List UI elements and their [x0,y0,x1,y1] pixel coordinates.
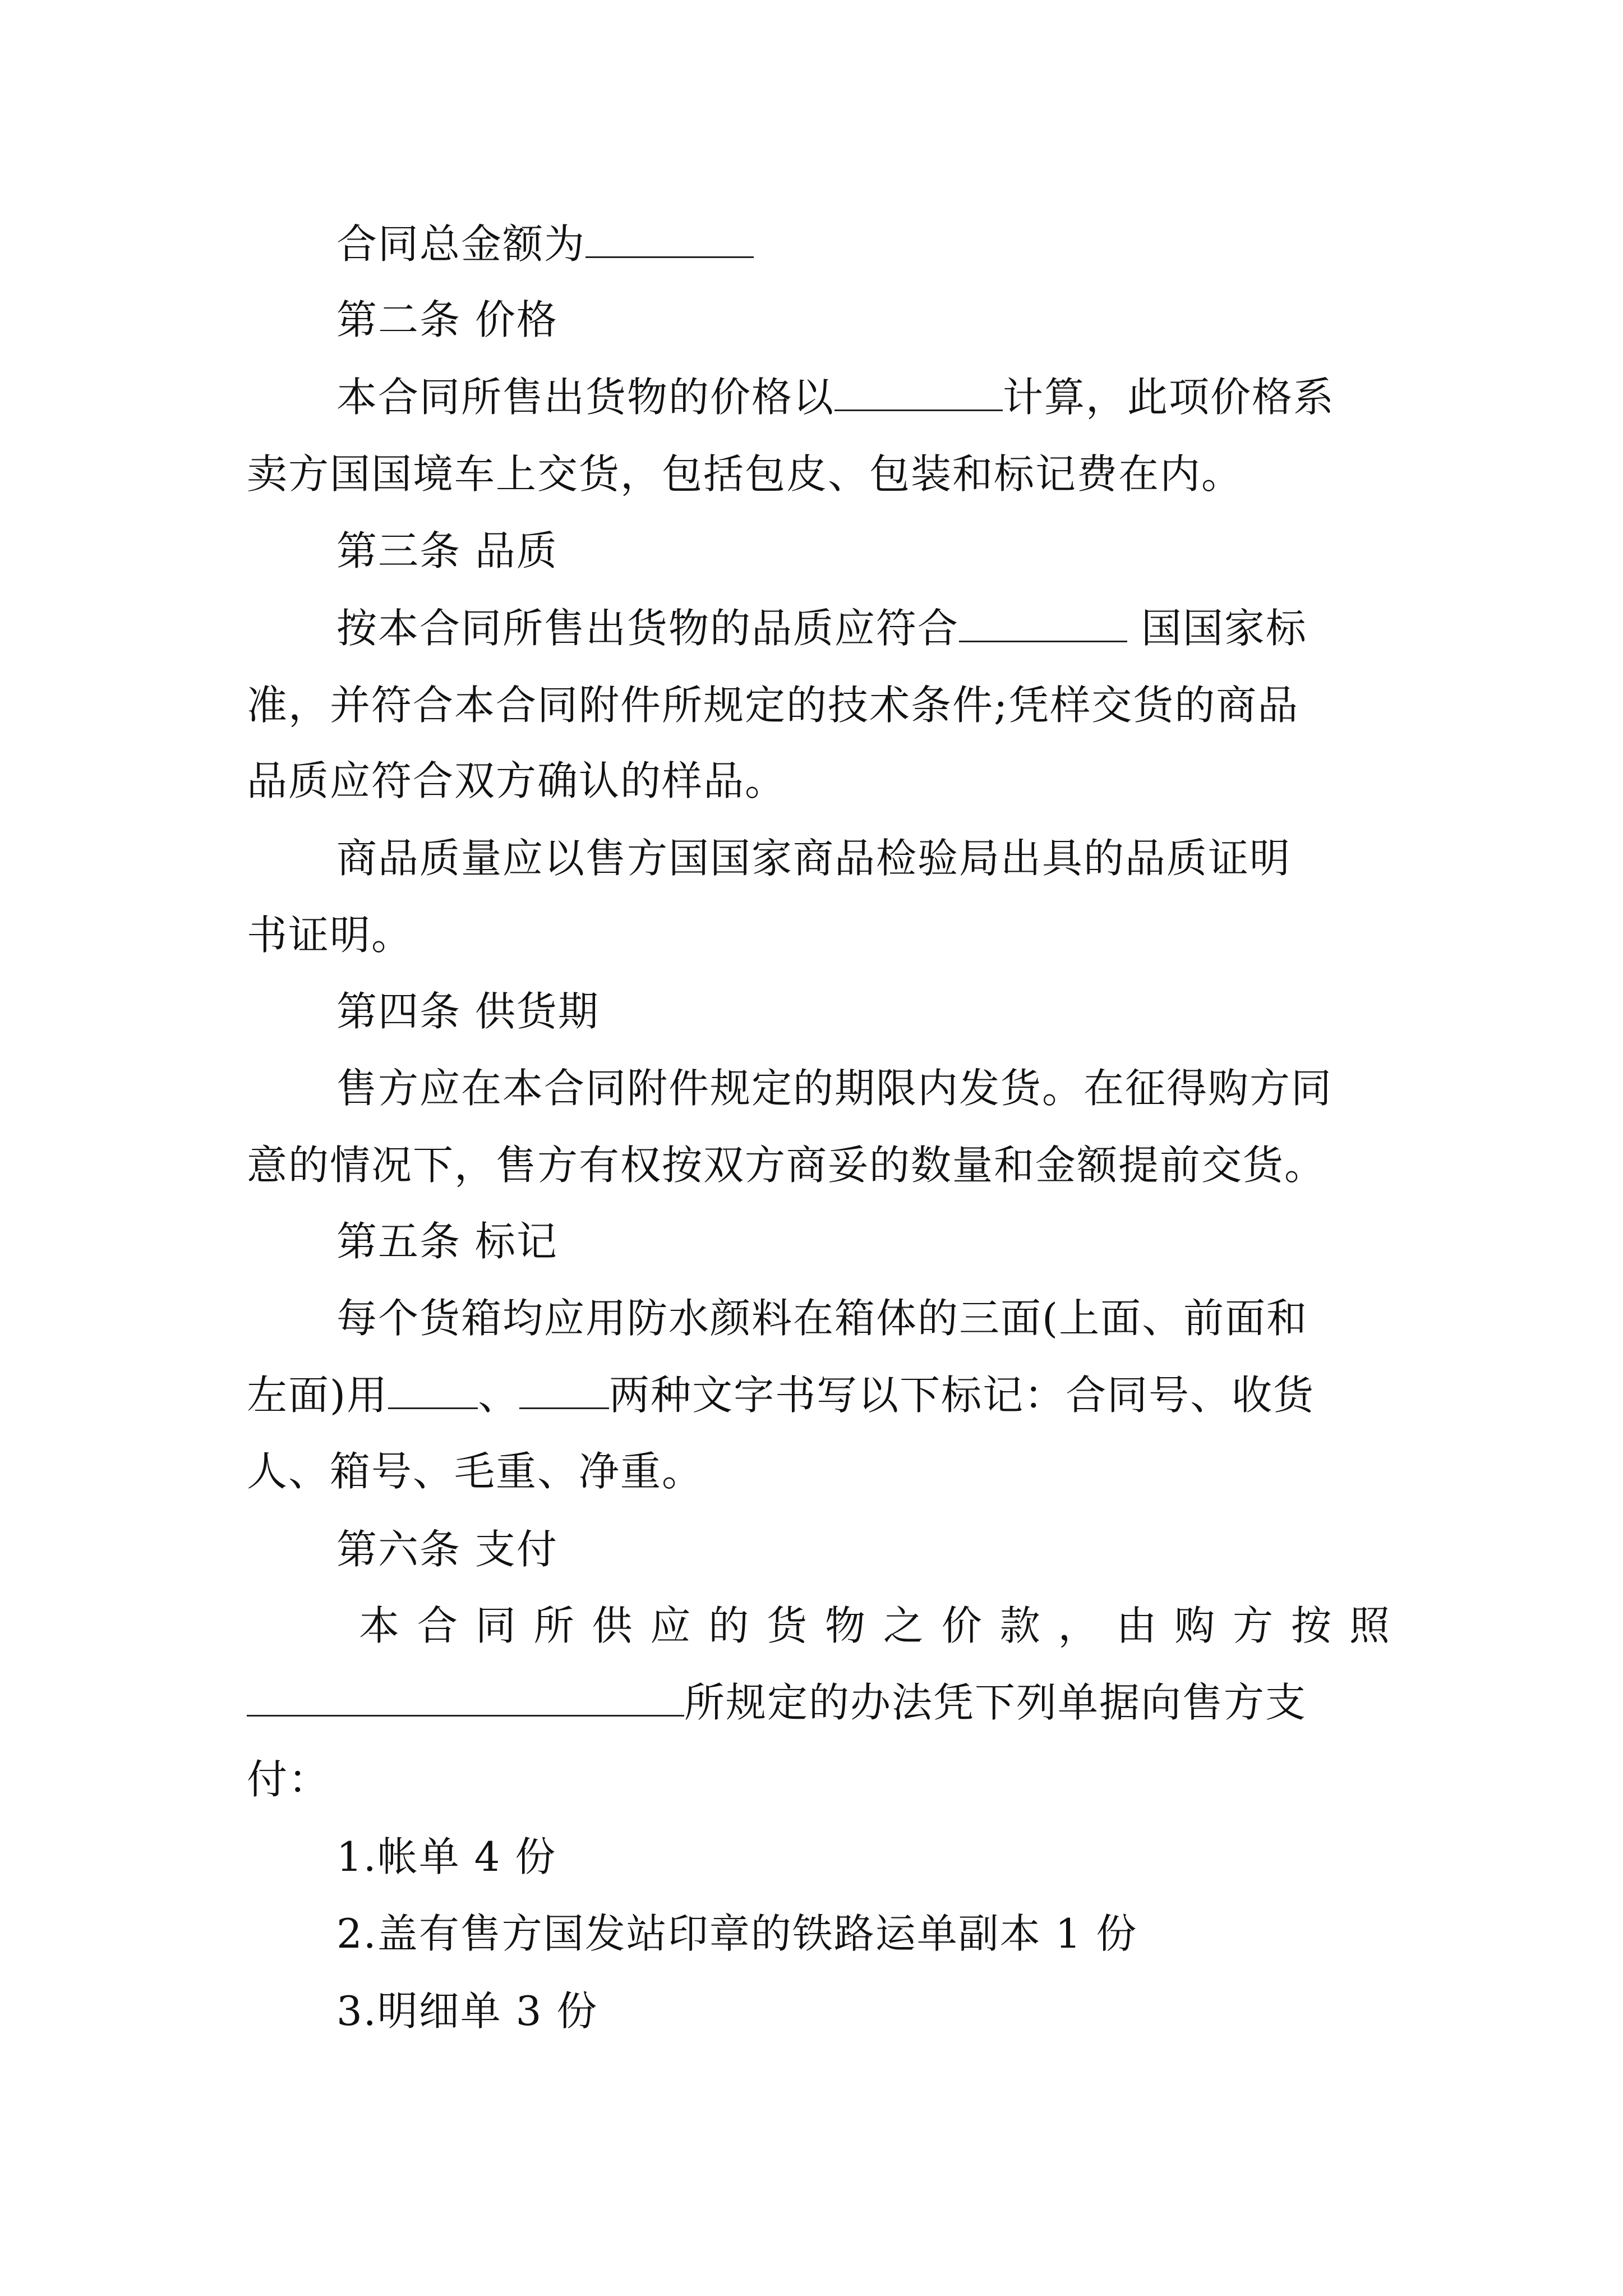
marking-line-3 [247,1443,1391,1499]
inspection-text-a: 商品质量应以售方国国家商品检验局出具的品质证明 [336,835,1292,882]
marking-line-2 [247,1367,1391,1423]
payment-word: 物 [825,1602,867,1649]
document-item-2: 2.盖有售方国发站印章的铁路运单副本 1 份 [336,1910,1138,1957]
delivery-line-2 [247,1137,1391,1193]
payment-word: 的 [708,1602,750,1649]
article-4-title: 第四条 供货期 [336,988,600,1035]
total-amount-blank[interactable] [585,217,754,258]
inspection-line-1 [336,830,1391,886]
marking-text-d: 人、箱号、毛重、净重。 [247,1448,704,1495]
payment-word: 合 [417,1602,459,1649]
quality-text-c: 准，并符合本合同附件所规定的技术条件;凭样交货的商品 [247,682,1299,729]
document-item-1: 1.帐单 4 份 [336,1833,557,1880]
payment-word: ， [1058,1602,1100,1649]
total-amount-label: 合同总金额为 [336,220,586,268]
payment-word: 供 [592,1602,634,1649]
quality-line-3 [247,753,1391,809]
document-item-3: 3.明细单 3 份 [336,1987,598,2035]
price-text-b: 计算，此项价格系 [1003,374,1335,421]
list-item [336,1983,1481,2039]
article-5-heading [336,1213,1391,1269]
marking-line-1 [336,1290,1391,1346]
delivery-text-b: 意的情况下，售方有权按双方商妥的数量和金额提前交货。 [247,1142,1326,1189]
quality-line-1 [336,600,1391,656]
marking-text-b: 左面)用 [247,1372,389,1419]
payment-word: 照 [1349,1602,1391,1649]
payment-word: 由 [1116,1602,1158,1649]
article-6-title: 第六条 支付 [336,1526,558,1573]
inspection-line-2 [247,907,1391,963]
marking-text-c: 两种文字书写以下标记：合同号、收货 [609,1372,1315,1419]
delivery-line-1 [336,1060,1391,1116]
quality-text-d: 品质应符合双方确认的样品。 [247,757,787,804]
quality-line-2 [247,677,1391,733]
price-basis-blank[interactable] [834,370,1003,411]
payment-text-b: 所规定的办法凭下列单据向售方支 [684,1679,1307,1726]
payment-word: 应 [650,1602,692,1649]
quality-country-blank[interactable] [959,601,1127,642]
price-line-1 [336,369,1391,425]
payment-line-3 [247,1751,1391,1807]
price-line-2 [247,446,1391,502]
inspection-text-b: 书证明。 [247,912,413,959]
language-2-blank[interactable] [519,1368,609,1409]
payment-word: 同 [475,1602,517,1649]
payment-line-2 [247,1674,1391,1731]
payment-word: 所 [533,1602,575,1649]
payment-word: 款 [999,1602,1041,1649]
article-2-heading [336,292,1391,348]
payment-line-1 [359,1598,1391,1654]
payment-word: 货 [767,1602,809,1649]
marking-text-a: 每个货箱均应用防水颜料在箱体的三面(上面、前面和 [336,1295,1308,1342]
article-6-heading [336,1521,1391,1577]
quality-text-b: 国国家标 [1127,605,1307,652]
language-1-blank[interactable] [388,1368,478,1409]
quality-text-a: 按本合同所售出货物的品质应符合 [336,605,960,652]
delivery-text-a: 售方应在本合同附件规定的期限内发货。在征得购方同 [336,1065,1333,1112]
article-2-title: 第二条 价格 [336,296,558,343]
payment-word: 价 [941,1602,983,1649]
total-amount-line [336,216,1391,272]
article-4-heading [336,983,1391,1039]
payment-text-c: 付： [247,1756,330,1803]
payment-word: 方 [1233,1602,1275,1649]
list-item [336,1906,1481,1962]
payment-method-blank[interactable] [247,1676,684,1717]
list-item [336,1829,1481,1885]
payment-word: 之 [883,1602,925,1649]
price-text-a: 本合同所售出货物的价格以 [336,374,835,421]
price-text-c: 卖方国国境车上交货，包括包皮、包装和标记费在内。 [247,450,1243,498]
article-3-heading [336,523,1391,579]
payment-word: 购 [1174,1602,1216,1649]
payment-word: 本 [359,1602,401,1649]
article-3-title: 第三条 品质 [336,527,558,574]
marking-separator: 、 [478,1372,520,1419]
article-5-title: 第五条 标记 [336,1218,558,1265]
payment-word: 按 [1291,1602,1333,1649]
